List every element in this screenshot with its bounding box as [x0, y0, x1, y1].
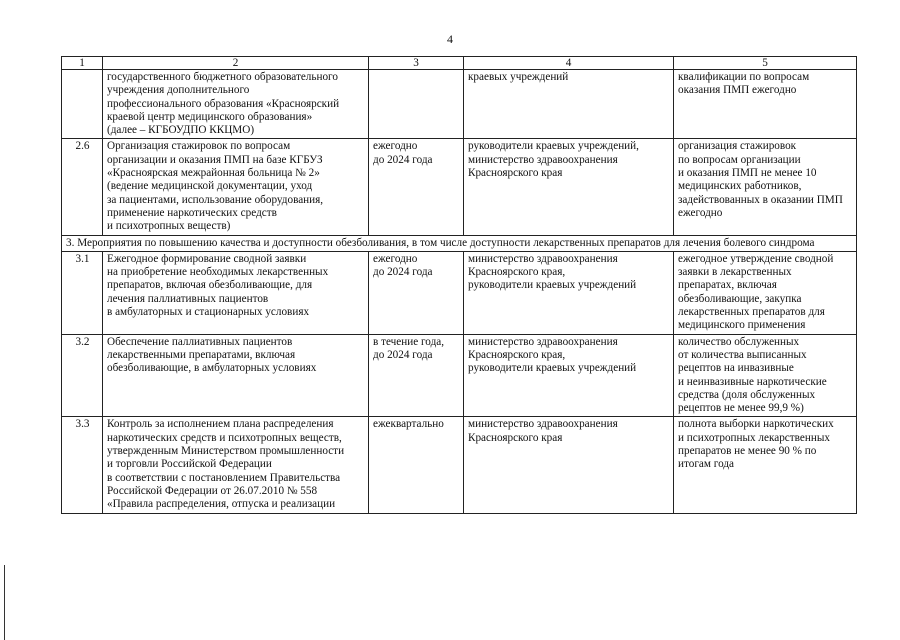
column-number-4: 4 — [464, 57, 674, 70]
page-number: 4 — [447, 32, 453, 46]
period-text: ежеквартально — [369, 417, 464, 513]
responsible-text: министерство здравоохранения Красноярского края — [464, 417, 674, 513]
column-number-5: 5 — [674, 57, 857, 70]
table-row-3-2 — [62, 334, 857, 417]
responsible-text: министерство здравоохранения Красноярского края, руководители краевых учреждений — [464, 334, 674, 417]
row-number: 3.1 — [62, 251, 103, 334]
period-text: ежегодно до 2024 года — [369, 251, 464, 334]
responsible-text: краевых учреждений — [464, 70, 674, 139]
row-number: 2.6 — [62, 139, 103, 235]
period-text — [369, 70, 464, 139]
column-number-2: 2 — [103, 57, 369, 70]
responsible-text: министерство здравоохранения Красноярского края, руководители краевых учреждений — [464, 251, 674, 334]
section-row-3 — [62, 235, 857, 251]
result-text: квалификации по вопросам оказания ПМП ежегодно — [674, 70, 857, 139]
table-row-continuation — [62, 70, 857, 139]
period-text: ежегодно до 2024 года — [369, 139, 464, 235]
measures-table — [61, 56, 857, 514]
table-row-3-3 — [62, 417, 857, 513]
period-text: в течение года, до 2024 года — [369, 334, 464, 417]
result-text: полнота выборки наркотических и психотропных лекарственных препаратов не менее 90 % по итогам года — [674, 417, 857, 513]
table-row-3-1 — [62, 251, 857, 334]
section-heading: 3. Мероприятия по повышению качества и доступности обезболивания, в том числе доступности лекарственных препаратов для лечения болевого синдрома — [62, 235, 857, 251]
row-number: 3.2 — [62, 334, 103, 417]
column-number-3: 3 — [369, 57, 464, 70]
result-text: ежегодное утверждение сводной заявки в лекарственных препаратах, включая обезболивающие, закупка лекарственных препаратов для медицинского применения — [674, 251, 857, 334]
measure-text: Обеспечение паллиативных пациентов лекарственными препаратами, включая обезболивающие, в амбулаторных условиях — [103, 334, 369, 417]
measure-text: Контроль за исполнением плана распределения наркотических средств и психотропных веществ, утвержденным Министерством промышленности и торговли Российской Федерации в соответствии с постановлением Правительства Российской Федерации от 26.07.2010 № 558 «Правила распределения, отпуска и реализации — [103, 417, 369, 513]
column-number-row — [62, 57, 857, 70]
result-text: количество обслуженных от количества выписанных рецептов на инвазивные и неинвазивные наркотические средства (доля обслуженных рецептов не менее 99,9 %) — [674, 334, 857, 417]
measure-text: Организация стажировок по вопросам организации и оказания ПМП на базе КГБУЗ «Красноярская межрайонная больница № 2» (ведение медицинской документации, уход за пациентами, использование оборудования, применение наркотических средств и психотропных веществ) — [103, 139, 369, 235]
table-row-2-6 — [62, 139, 857, 235]
measure-text: государственного бюджетного образовательного учреждения дополнительного профессионального образования «Красноярский краевой центр медицинского образования» (далее – КГБОУДПО ККЦМО) — [103, 70, 369, 139]
row-number — [62, 70, 103, 139]
column-number-1: 1 — [62, 57, 103, 70]
row-number: 3.3 — [62, 417, 103, 513]
scan-edge-line — [4, 565, 5, 640]
responsible-text: руководители краевых учреждений, министерство здравоохранения Красноярского края — [464, 139, 674, 235]
measure-text: Ежегодное формирование сводной заявки на приобретение необходимых лекарственных препаратов, включая обезболивающие, для лечения паллиативных пациентов в амбулаторных и стационарных условиях — [103, 251, 369, 334]
result-text: организация стажировок по вопросам организации и оказания ПМП не менее 10 медицинских работников, задействованных в оказании ПМП ежегодно — [674, 139, 857, 235]
